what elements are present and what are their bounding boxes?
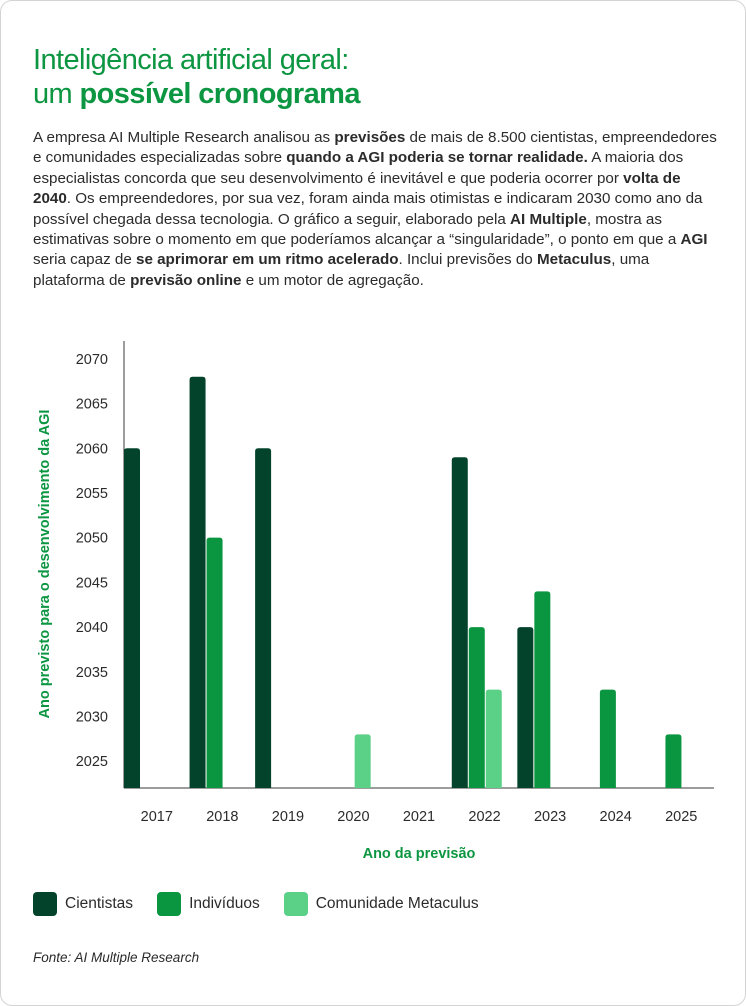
- intro-highlight: quando a AGI poderia se tornar realidade.: [286, 149, 588, 167]
- bar-comunidade-metaculus-2022: [486, 690, 502, 788]
- intro-text: . Inclui previsões do: [398, 251, 537, 269]
- legend-label-cientistas: Cientistas: [65, 895, 134, 912]
- bar-indiv-duos-2022: [469, 627, 485, 788]
- intro-highlight: volta de 2040: [33, 169, 681, 208]
- intro-text: A empresa AI Multiple Research analisou as: [33, 129, 335, 146]
- x-tick-label: 2024: [599, 809, 632, 825]
- bar-indiv-duos-2025: [665, 734, 681, 788]
- bar-indiv-duos-2018: [207, 538, 223, 788]
- bar-cientistas-2023: [517, 627, 533, 788]
- intro-highlight: previsão online: [130, 271, 242, 289]
- title-line-2-prefix: um: [33, 78, 80, 110]
- intro-highlight: AI Multiple: [510, 210, 587, 228]
- x-tick-label: 2023: [533, 809, 567, 825]
- x-tick-label: 2017: [140, 809, 173, 825]
- intro-text: . Os empreendedores, por sua vez, foram ainda mais otimistas e indicaram 2030 como ano da possível chegada dessa tecnologia. O gráfico a seguir, elaborado pela: [33, 190, 703, 228]
- legend-label-individuos: Indivíduos: [189, 895, 260, 912]
- y-tick-label: 2030: [75, 709, 108, 726]
- x-tick-label: 2025: [665, 809, 698, 825]
- bar-indiv-duos-2023: [534, 591, 550, 788]
- legend-item-cientistas: [33, 892, 133, 916]
- intro-text: e um motor de agregação.: [241, 271, 424, 289]
- bar-cientistas-2018: [190, 377, 206, 788]
- x-tick-label: 2018: [206, 809, 239, 825]
- y-axis-title: Ano previsto para o desenvolvimento da AGI: [37, 409, 53, 719]
- legend-label-metaculus: Comunidade Metaculus: [315, 895, 479, 912]
- legend-swatch-cientistas: [33, 892, 57, 916]
- intro-text: , uma plataforma de: [33, 251, 650, 289]
- x-axis-title: Ano da previsão: [362, 846, 476, 862]
- bar-chart: [1, 1, 746, 881]
- y-tick-label: 2045: [75, 575, 108, 592]
- title-line-2-bold: possível cronograma: [79, 78, 360, 110]
- y-tick-label: 2025: [75, 754, 108, 771]
- intro-highlight: se aprimorar em um ritmo acelerado: [136, 251, 399, 269]
- y-tick-label: 2050: [75, 530, 108, 547]
- x-tick-label: 2019: [271, 809, 305, 825]
- legend-item-individuos: [157, 892, 260, 916]
- y-tick-label: 2065: [75, 396, 108, 413]
- x-tick-label: 2021: [402, 809, 436, 825]
- intro-text: de mais de 8.500 cientistas, empreendedores e comunidades especializadas sobre: [33, 129, 717, 167]
- y-tick-label: 2035: [75, 664, 108, 681]
- x-tick-label: 2022: [468, 809, 501, 825]
- intro-highlight: AGI: [680, 231, 708, 249]
- intro-text: seria capaz de: [33, 251, 136, 269]
- intro-highlight: Metaculus: [536, 251, 612, 269]
- bar-comunidade-metaculus-2020: [355, 734, 371, 788]
- y-tick-label: 2040: [75, 620, 108, 637]
- x-tick-label: 2020: [337, 809, 370, 825]
- title-line-1: Inteligência artificial geral:: [33, 44, 349, 76]
- chart-legend: [33, 892, 503, 916]
- bar-indiv-duos-2024: [600, 690, 616, 788]
- bar-cientistas-2022: [452, 457, 468, 788]
- bar-cientistas-2019: [255, 448, 271, 788]
- legend-swatch-individuos: [157, 892, 181, 916]
- legend-swatch-metaculus: [284, 892, 308, 916]
- bar-cientistas-2017: [124, 448, 140, 788]
- intro-text: A maioria dos especialistas concorda que seu desenvolvimento é inevitável e que poderia ocorrer por: [33, 149, 684, 187]
- y-tick-label: 2070: [75, 351, 108, 368]
- y-tick-label: 2060: [75, 441, 108, 458]
- source-note: Fonte: AI Multiple Research: [33, 950, 200, 965]
- y-tick-label: 2055: [75, 485, 108, 502]
- intro-highlight: previsões: [334, 129, 406, 146]
- intro-text: , mostra as estimativas sobre o momento em que poderíamos alcançar a “singularidade”, o ponto em que a: [33, 210, 681, 249]
- legend-item-metaculus: [284, 892, 479, 916]
